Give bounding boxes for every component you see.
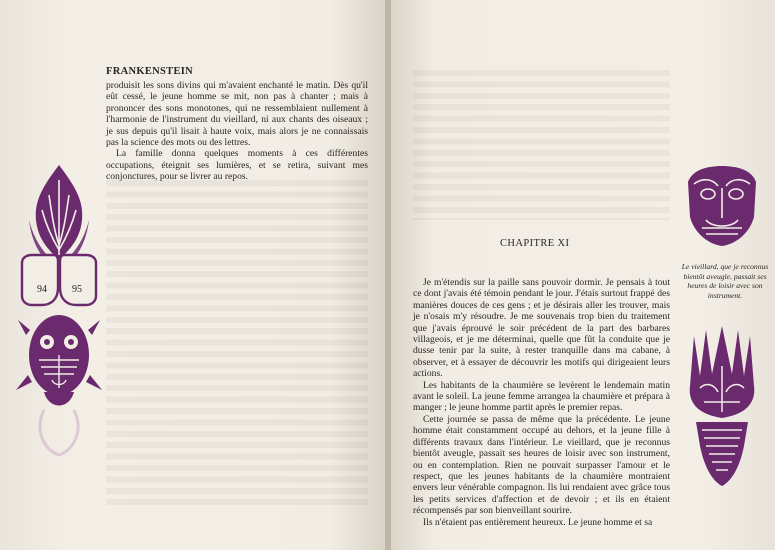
page-number-right: 95 [72, 284, 82, 295]
paragraph: Ils n'étaient pas entièrement heureux. Le jeune homme et sa [423, 516, 653, 528]
book-gutter [385, 0, 391, 550]
totem-ornament-left [14, 160, 104, 460]
page-number-left: 94 [37, 284, 47, 295]
paragraph: produisit les sons divins qui m'avaient enchanté le matin. Dès qu'il eût cessé, le jeune homme se mit, non pas à chanter ; mais à prononcer des sons monotones, qui ne ressemblaient nullement à l'harmonie de l'instrument du vieillard, ni aux chants des oiseaux ; je sus depuis qu'il lisait à haute voix, mais alors je ne connaissais pas la science des mots ou des lettres. [106, 80, 368, 149]
paragraph: La famille donna quelques moments à ces différentes occupations, éteignit ses lumières, et se retira, suivant mes conjonctures, pour se livrer au repos. [106, 148, 368, 183]
right-page-text [413, 277, 670, 528]
paragraph: Les habitants de la chaumière se levèrent le lendemain matin avant le soleil. La jeune femme arrangea la chaumière et prépara à manger ; le jeune homme partit après le premier repas. [413, 379, 670, 414]
show-through-right [413, 70, 670, 220]
mask-ornament-bottom-right [682, 326, 762, 488]
paragraph: Cette journée se passa de même que la précédente. Le jeune homme était constamment occupé au dehors, et la jeune fille à différents travaux dans l'intérieur. Le vieillard, que je reconnus bientôt aveugle, passait ses heures de loisir avec son instrument, ou en contemplation. Rien ne pouvait surpasser l'amour et le respect, que les jeunes habitants de la chaumière montraient envers leur vénérable compagnon. Ils lui rendaient avec grâce tous les petits services d'affection et de devoir ; et ils en étaient récompensés par son bienveillant sourire. [413, 413, 670, 517]
running-head: FRANKENSTEIN [106, 66, 194, 77]
paragraph: Je m'étendis sur la paille sans pouvoir dormir. Je pensais à tout ce dont j'avais été témoin pendant le jour. J'étais surtout frappé des manières douces de ces gens ; et je désirais aller les trouver, mais je n'osais m'y résoudre. Je me souvenais trop bien du traitement que j'avais éprouvé le soir précédent de la part des barbares villageois, et je me déterminai, quelle que fût la conduite que je dusse tenir par la suite, à rester tranquille dans ma cabane, à observer, et à essayer de découvrir les motifs qui dirigeaient leurs actions. [413, 277, 670, 380]
chapter-title: CHAPITRE XI [500, 238, 570, 249]
left-page-text [106, 80, 368, 183]
illustration-caption: Le vieillard, que je reconnus bientôt aveugle, passait ses heures de loisir avec son instrument. [681, 262, 769, 300]
mask-ornament-top-right [682, 162, 762, 250]
show-through-left [106, 180, 368, 510]
